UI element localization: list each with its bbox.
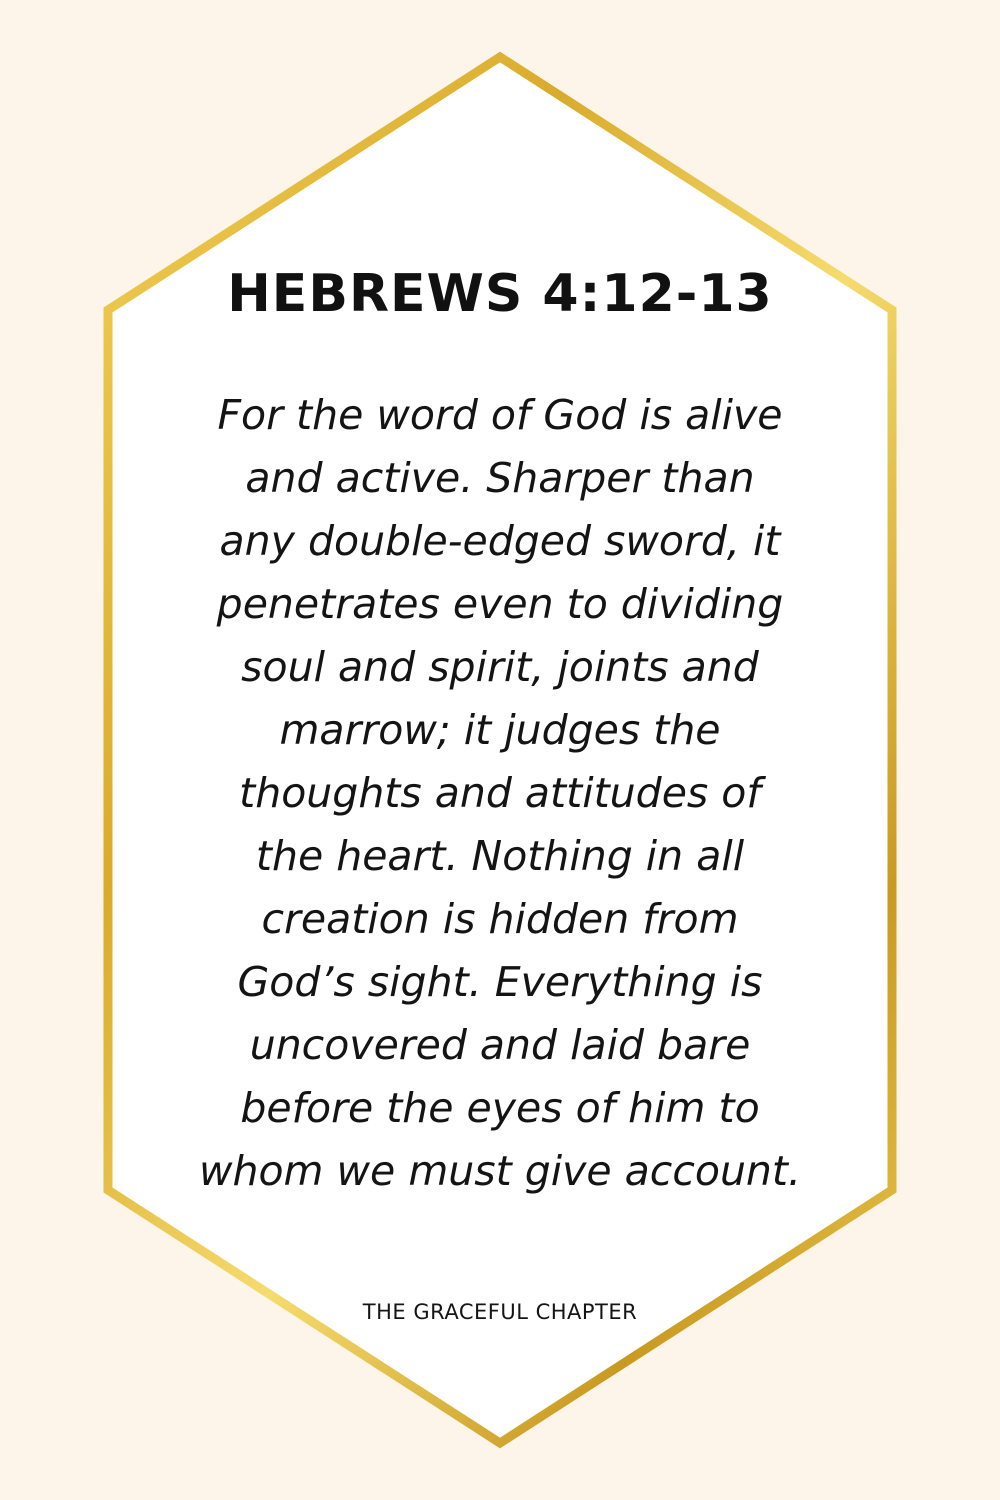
verse-line: and active. Sharper than	[245, 454, 755, 502]
verse-line: thoughts and attitudes of	[239, 769, 761, 817]
page-title: HEBREWS 4:12-13	[227, 264, 773, 324]
verse-line: whom we must give account.	[198, 1147, 802, 1195]
verse-line: God’s sight. Everything is	[237, 958, 763, 1006]
verse-line: soul and spirit, joints and	[241, 643, 759, 691]
verse-line: before the eyes of him to	[240, 1084, 760, 1132]
verse-line: For the word of God is alive	[217, 391, 783, 439]
verse-text	[150, 384, 850, 1203]
verse-line: creation is hidden from	[261, 895, 739, 943]
verse-line: penetrates even to dividing	[216, 580, 784, 628]
credit-text: THE GRACEFUL CHAPTER	[362, 1300, 638, 1324]
verse-line: marrow; it judges the	[279, 706, 721, 754]
verse-line: any double-edged sword, it	[219, 517, 781, 565]
verse-line: the heart. Nothing in all	[255, 832, 745, 880]
verse-line: uncovered and laid bare	[249, 1021, 751, 1069]
